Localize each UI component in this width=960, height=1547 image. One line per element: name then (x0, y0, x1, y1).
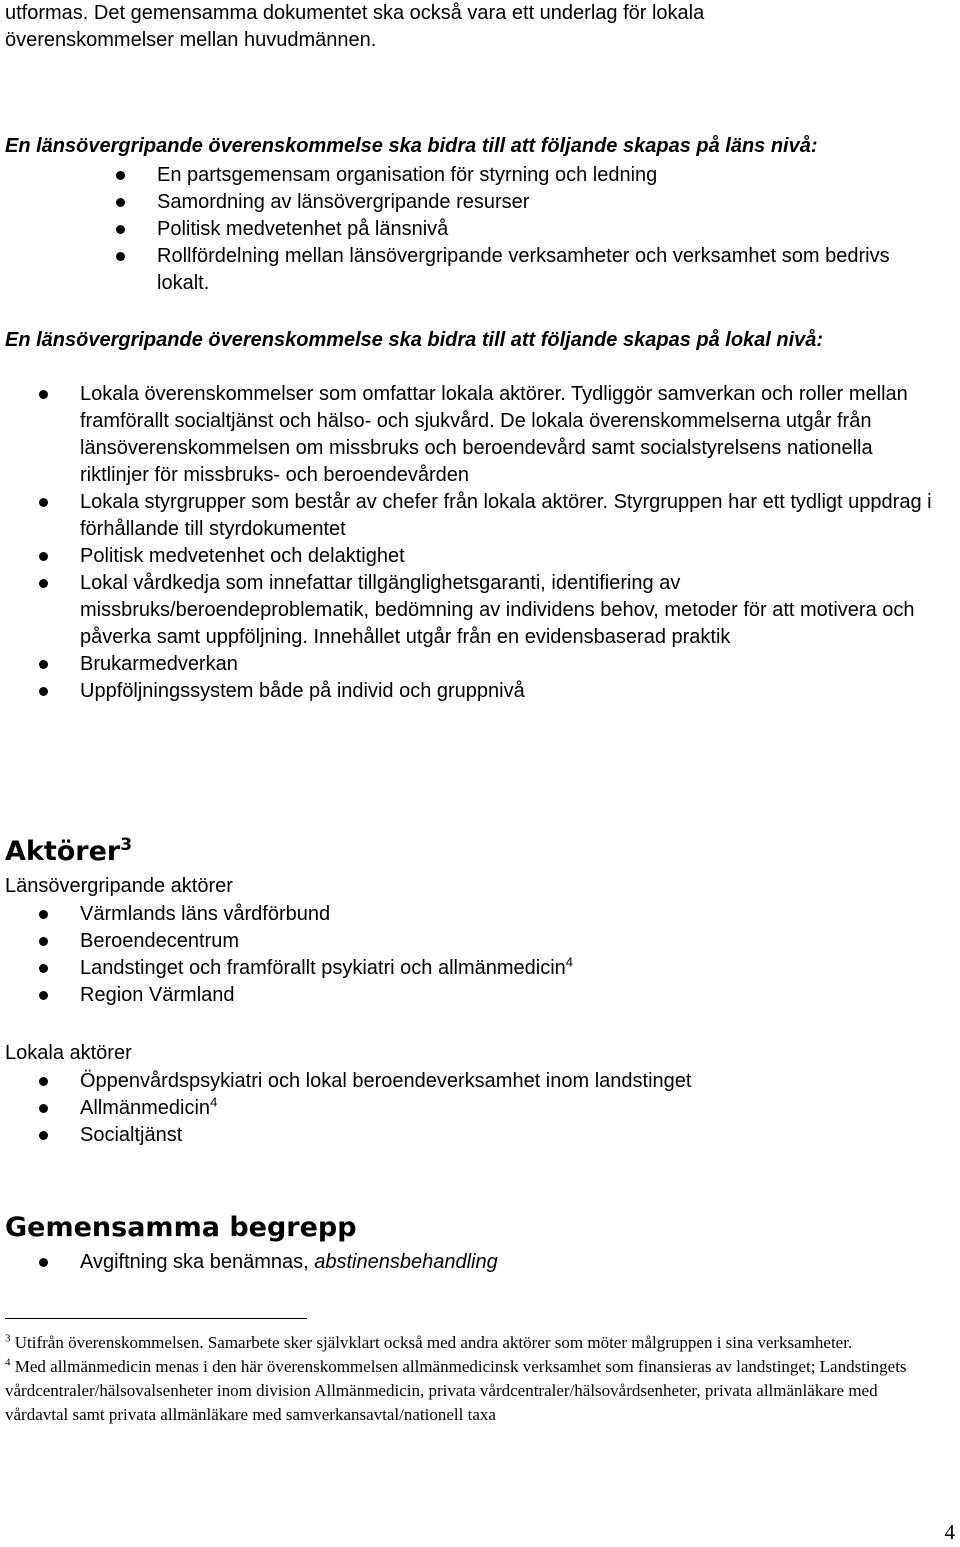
bullet-icon (116, 252, 125, 261)
intro-line-1: utformas. Det gemensamma dokumentet ska också vara ett underlag för lokala (5, 2, 705, 24)
bullet-icon (116, 198, 125, 207)
list-item: Allmänmedicin$^4$ (80, 1095, 940, 1122)
list-item: Värmlands läns vårdförbund (80, 901, 940, 928)
page-number: 4 (944, 1520, 955, 1544)
section-lokal-list (80, 381, 940, 705)
bullet-icon (39, 579, 48, 588)
bullet-icon (39, 498, 48, 507)
section-lan-list (157, 162, 937, 297)
bullet-icon (39, 964, 48, 973)
footnote-ref: 3 (120, 835, 133, 855)
list-item: Politisk medvetenhet och delaktighet (80, 543, 940, 570)
bullet-icon (39, 910, 48, 919)
bullet-icon (39, 660, 48, 669)
begrepp-list (80, 1249, 940, 1276)
footnote: $^3$ Utifrån överenskommelsen. Samarbete sker självklart också med andra aktörer som möter målgruppen i sina verksamheter. (5, 1332, 853, 1352)
bullet-icon (39, 1258, 48, 1267)
list-item: Politisk medvetenhet på länsnivå (157, 216, 937, 243)
list-item: Brukarmedverkan (80, 651, 940, 678)
list-item: Lokala styrgrupper som består av chefer från lokala aktörer. Styrgruppen har ett tydligt uppdrag i förhållande till styrdokumentet (80, 489, 940, 543)
bullet-icon (39, 390, 48, 399)
footnote-ref: 4 (565, 954, 574, 970)
bullet-icon (116, 171, 125, 180)
list-item: Öppenvårdspsykiatri och lokal beroendeverksamhet inom landstinget (80, 1068, 940, 1095)
bullet-icon (39, 991, 48, 1000)
lans-aktorer-label: Länsövergripande aktörer (5, 875, 233, 897)
begrepp-heading: Gemensamma begrepp (5, 1212, 357, 1243)
bullet-icon (39, 552, 48, 561)
section-lokal-heading: En länsövergripande överenskommelse ska bidra till att följande skapas på lokal nivå: (5, 329, 824, 351)
bullet-icon (39, 1104, 48, 1113)
lokala-aktorer-list (80, 1068, 940, 1149)
list-item: Lokal vårdkedja som innefattar tillgänglighetsgaranti, identifiering av missbruks/beroendeproblematik, bedömning av individens behov, metoder för att motivera och påverka samt uppföljning. Innehållet utgår från en evidensbaserad praktik (80, 570, 940, 651)
list-item: Avgiftning ska benämnas, abstinensbehandling (80, 1249, 940, 1276)
list-item: Landstinget och framförallt psykiatri och allmänmedicin$^4$ (80, 955, 940, 982)
list-item: Socialtjänst (80, 1122, 940, 1149)
list-item: Beroendecentrum (80, 928, 940, 955)
footnote-divider (5, 1318, 307, 1319)
list-item: Rollfördelning mellan länsövergripande verksamheter och verksamhet som bedrivs lokalt. (157, 243, 937, 297)
bullet-icon (39, 1131, 48, 1140)
bullet-icon (39, 687, 48, 696)
list-item: Region Värmland (80, 982, 940, 1009)
footnote: $^4$ Med allmänmedicin menas i den här överenskommelsen allmänmedicinsk verksamhet som finansieras av landstinget; Landstingets vårdcentraler/hälsovalsenheter inom division Allmänmedicin, privata vårdcentraler/hälsovårdsenheter, privata allmänläkare med vårdavtal samt privata allmänläkare med samverkansavtal/nationell taxa (5, 1356, 907, 1424)
aktorer-heading: Aktörer$^3$ (5, 835, 133, 867)
bullet-icon (116, 225, 125, 234)
footnote-ref: 4 (210, 1094, 218, 1110)
italic-term: abstinensbehandling (314, 1251, 498, 1273)
lans-aktorer-list (80, 901, 940, 1009)
list-item: Uppföljningssystem både på individ och gruppnivå (80, 678, 940, 705)
intro-paragraph (5, 0, 935, 54)
footnotes (5, 1331, 940, 1427)
lokala-aktorer-label: Lokala aktörer (5, 1042, 132, 1064)
section-lan-heading: En länsövergripande överenskommelse ska bidra till att följande skapas på läns nivå: (5, 135, 818, 157)
list-item: En partsgemensam organisation för styrning och ledning (157, 162, 937, 189)
bullet-icon (39, 937, 48, 946)
list-item: Lokala överenskommelser som omfattar lokala aktörer. Tydliggör samverkan och roller mellan framförallt socialtjänst och hälso- och sjukvård. De lokala överenskommelserna utgår från länsöverenskommelsen om missbruks och beroendevård samt socialstyrelsens nationella riktlinjer för missbruks- och beroendevården (80, 381, 940, 489)
list-item: Samordning av länsövergripande resurser (157, 189, 937, 216)
bullet-icon (39, 1077, 48, 1086)
intro-line-2: överenskommelser mellan huvudmännen. (5, 29, 377, 51)
